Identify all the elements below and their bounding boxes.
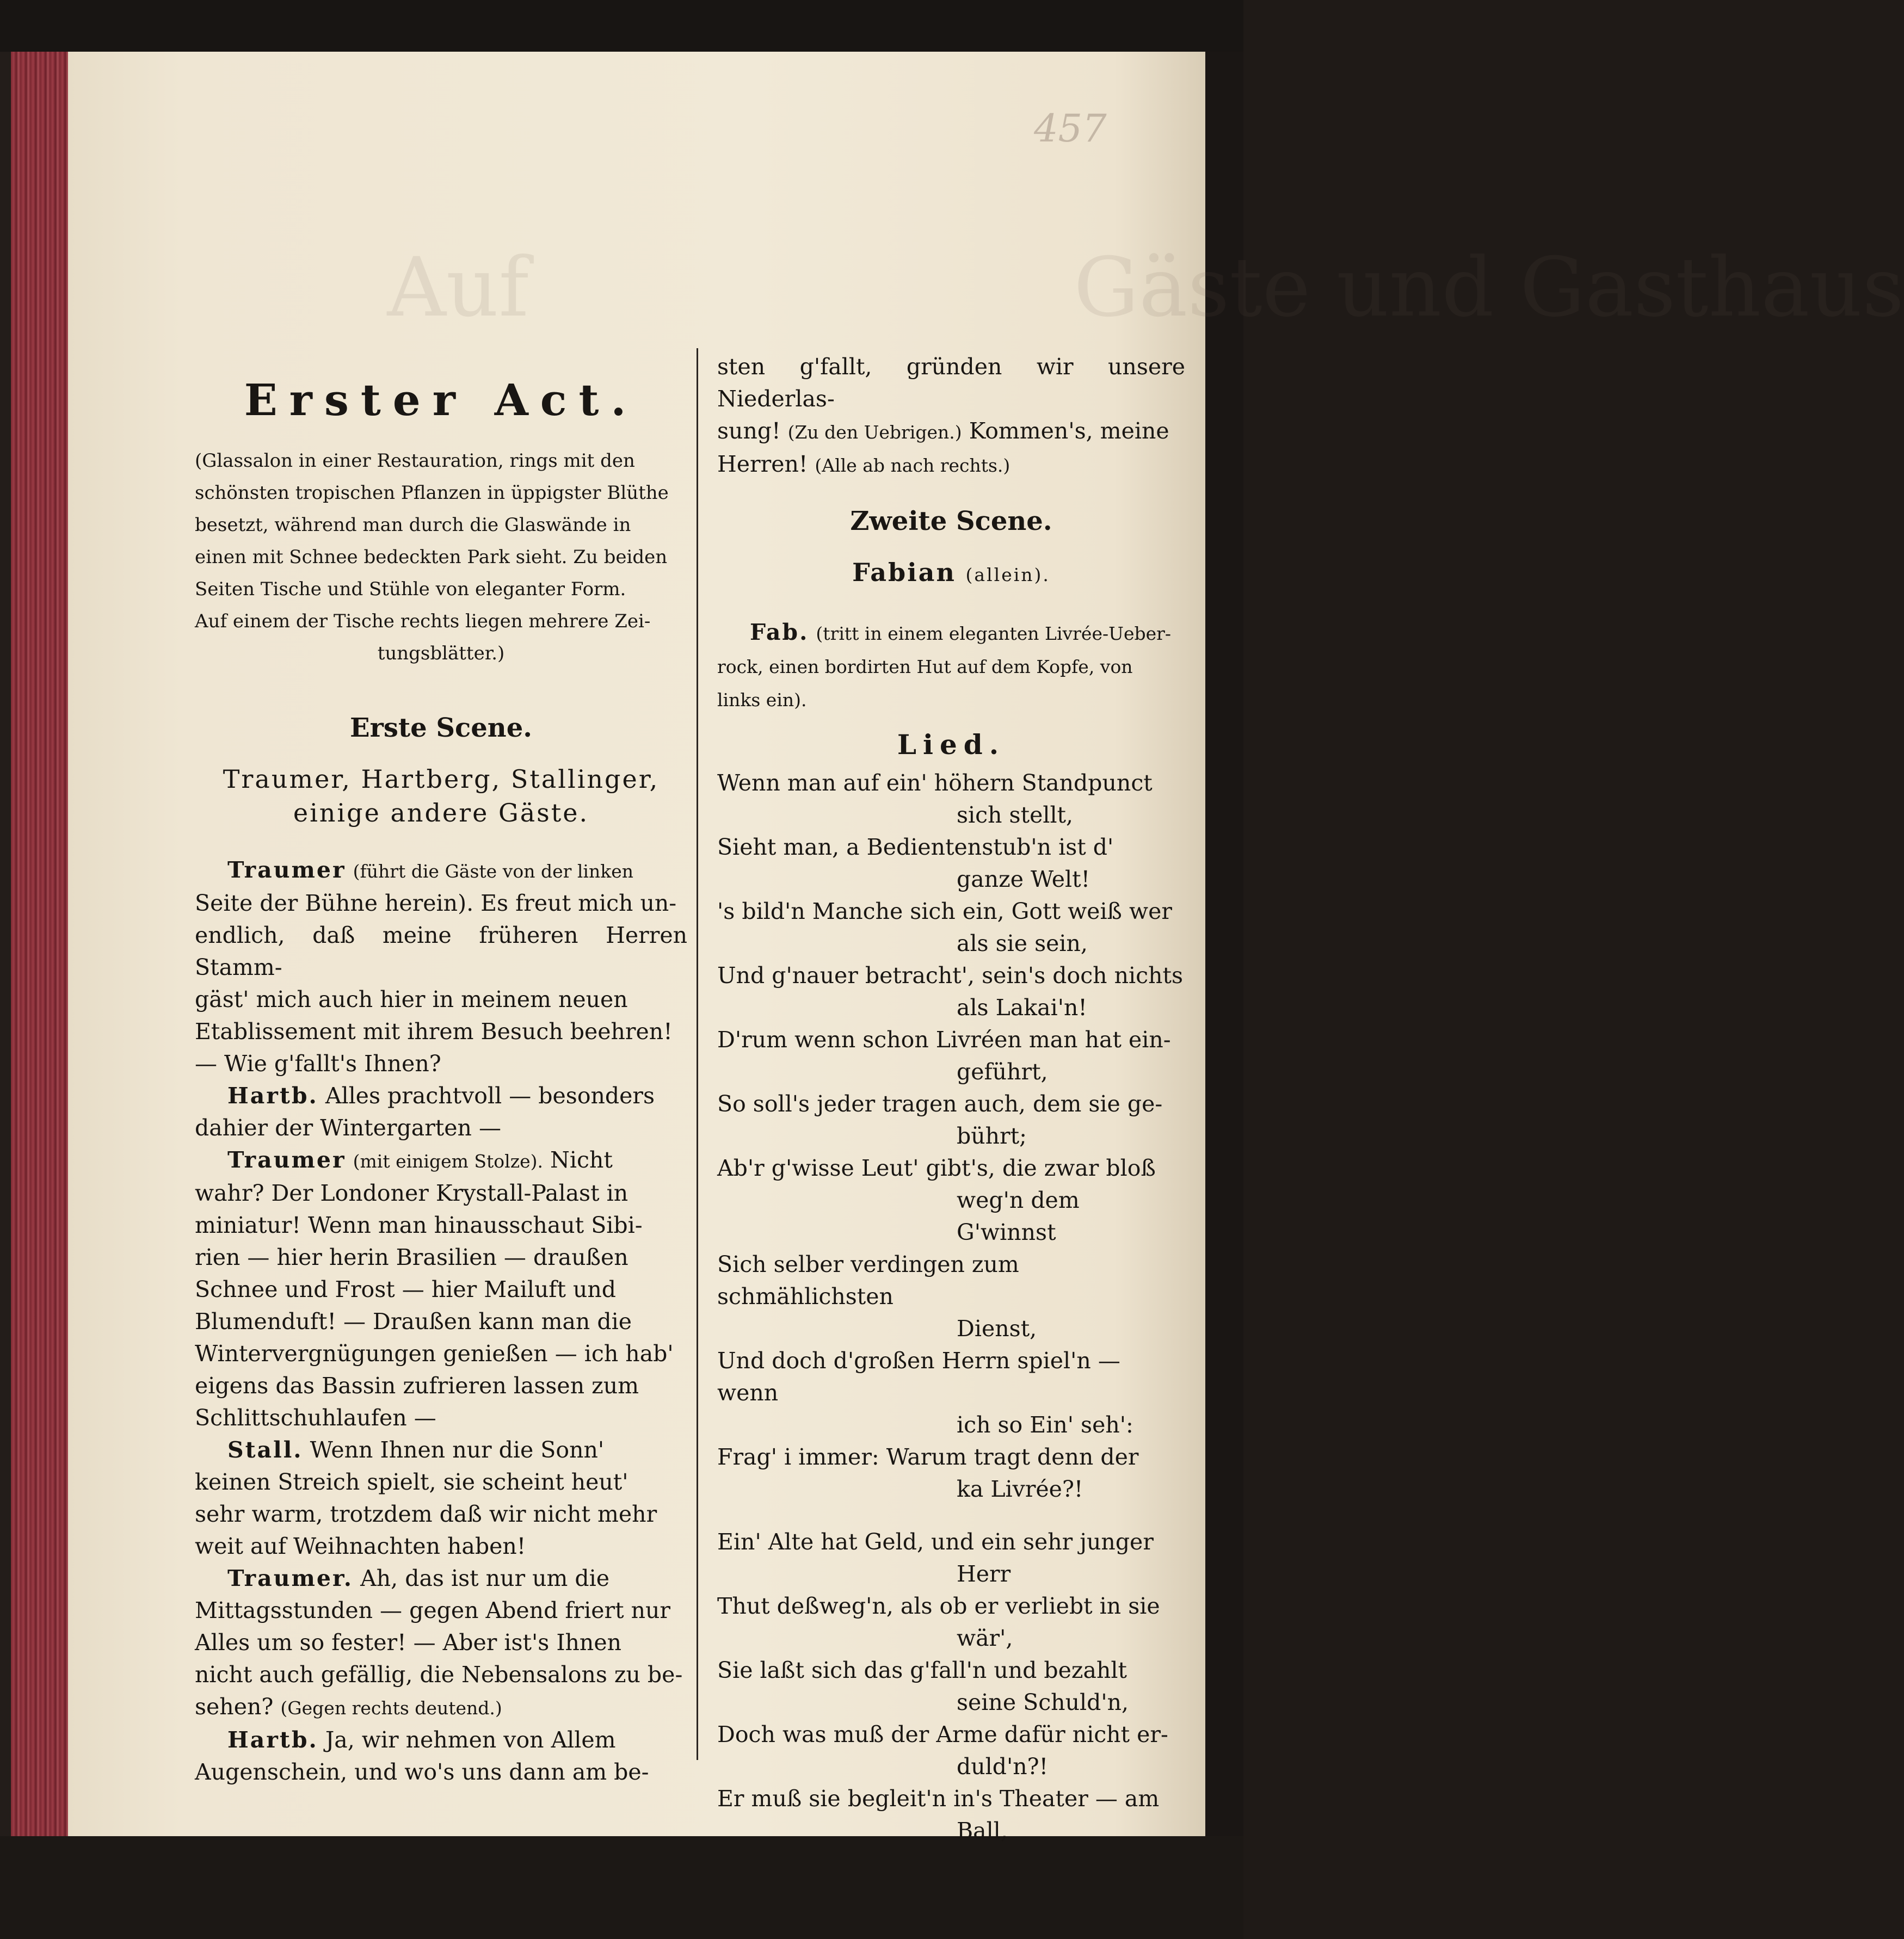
- speech-line: Augenschein, und wo's uns dann am be-: [195, 1759, 649, 1785]
- verse-line-cont: ganze Welt!: [957, 866, 1090, 892]
- speech-line: sehr warm, trotzdem daß wir nicht mehr: [195, 1501, 657, 1527]
- speech-line: gäst' mich auch hier in meinem neuen: [195, 986, 628, 1012]
- verse-line: Wenn man auf ein' höhern Standpunct: [717, 770, 1153, 796]
- speech-line: sung!: [717, 418, 781, 444]
- verse-line: Und doch d'großen Herrn spiel'n — wenn: [717, 1348, 1120, 1406]
- stage-direction: (Zu den Uebrigen.): [787, 422, 962, 443]
- verse-line: Er muß sie begleit'n in's Theater — am: [717, 1786, 1160, 1812]
- verse-line-cont: seine Schuld'n,: [957, 1689, 1129, 1715]
- verse-line-cont: als sie sein,: [957, 930, 1088, 956]
- cast-name: Fabian: [852, 558, 956, 587]
- stage-line: schönsten tropischen Pflanzen in üppigster Blüthe: [195, 482, 669, 504]
- cast-line: Traumer, Hartberg, Stallinger,: [223, 764, 660, 794]
- speech-traumer-2: [195, 1144, 687, 1434]
- verse-line: 's bild'n Manche sich ein, Gott weiß wer: [717, 898, 1172, 924]
- stage-direction: rock, einen bordirten Hut auf dem Kopfe, von: [717, 656, 1133, 677]
- fabian-entrance: [717, 616, 1185, 716]
- speaker-name: Hartb.: [227, 1727, 318, 1753]
- speech-line: weit auf Weihnachten haben!: [195, 1533, 526, 1559]
- verse-line: So soll's jeder tragen auch, dem sie ge-: [717, 1091, 1163, 1117]
- stage-direction: (allein).: [965, 564, 1050, 585]
- scene-title-second: Zweite Scene.: [850, 506, 1052, 536]
- speaker-name: Stall.: [227, 1437, 303, 1463]
- speech-line: eigens das Bassin zufrieren lassen zum: [195, 1373, 639, 1399]
- stage-line: einen mit Schnee bedeckten Park sieht. Zu beiden: [195, 546, 668, 568]
- book-page-edges: [11, 52, 70, 1836]
- speech-line: sehen?: [195, 1694, 274, 1720]
- stage-direction: (führt die Gäste von der linken: [353, 861, 634, 882]
- stage-line: besetzt, während man durch die Glaswände in: [195, 514, 631, 536]
- speech-line: Alles um so fester! — Aber ist's Ihnen: [195, 1629, 622, 1656]
- speaker-name: Traumer: [227, 857, 346, 883]
- speech-line: — Wie g'fallt's Ihnen?: [195, 1051, 441, 1077]
- speech-line: Kommen's, meine: [969, 418, 1169, 444]
- speech-line: Wintervergnügungen genießen — ich hab': [195, 1341, 674, 1367]
- stage-direction: (tritt in einem eleganten Livrée-Ueber-: [816, 623, 1172, 644]
- verse-line-cont: Herr: [957, 1561, 1011, 1587]
- right-column: [717, 351, 1185, 1847]
- song-verse-1: [717, 767, 1185, 1505]
- stage-direction: (mit einigem Stolze).: [353, 1151, 543, 1172]
- speech-traumer-1: [195, 854, 687, 1080]
- act-title: Erster Act.: [244, 374, 638, 425]
- speech-hartberg-2: [195, 1724, 687, 1788]
- stage-line: (Glassalon in einer Restauration, rings mit den: [195, 450, 635, 472]
- speech-line: wahr? Der Londoner Krystall-Palast in: [195, 1180, 628, 1206]
- speech-line: Mittagsstunden — gegen Abend friert nur: [195, 1597, 671, 1623]
- bottom-shadow: [0, 1836, 1243, 1939]
- speech-line: Etablissement mit ihrem Besuch beehren!: [195, 1018, 673, 1045]
- speaker-name: Traumer: [227, 1147, 346, 1173]
- speech-line: endlich, daß meine früheren Herren Stamm-: [195, 922, 687, 980]
- speech-line: Blumenduft! — Draußen kann man die: [195, 1308, 632, 1335]
- scene-title-first: Erste Scene.: [350, 713, 532, 743]
- verse-line-cont: duld'n?!: [957, 1753, 1049, 1780]
- speech-line: rien — hier herin Brasilien — draußen: [195, 1244, 628, 1270]
- column-divider: [697, 348, 698, 1760]
- speech-hartberg-cont: [717, 351, 1185, 481]
- speech-line: Nicht: [550, 1147, 613, 1173]
- speech-line: Schlittschuhlaufen —: [195, 1405, 436, 1431]
- speech-line: Herren!: [717, 451, 808, 477]
- right-shadow: [1205, 52, 1243, 1939]
- speech-line: keinen Streich spielt, sie scheint heut': [195, 1469, 628, 1495]
- speech-line: nicht auch gefällig, die Nebensalons zu be-: [195, 1662, 683, 1688]
- verse-line-cont: weg'n dem G'winnst: [957, 1187, 1080, 1245]
- left-column: [195, 351, 687, 1788]
- cast-list-second: [717, 555, 1185, 592]
- verse-line: Sie laßt sich das g'fall'n und bezahlt: [717, 1657, 1127, 1683]
- speech-line: Alles prachtvoll — besonders: [325, 1083, 655, 1109]
- verse-line: Sich selber verdingen zum schmählichsten: [717, 1251, 1019, 1310]
- speech-line: Schnee und Frost — hier Mailuft und: [195, 1276, 617, 1302]
- verse-line-cont: Dienst,: [957, 1316, 1037, 1342]
- cast-line: einige andere Gäste.: [293, 798, 589, 828]
- stage-line-end: tungsblätter.): [377, 643, 505, 664]
- speech-stallinger-1: [195, 1434, 687, 1563]
- speech-line: sten g'fallt, gründen wir unsere Niederlas-: [717, 354, 1185, 412]
- speech-line: Seite der Bühne herein). Es freut mich un-: [195, 890, 677, 916]
- song-verse-2: [717, 1526, 1185, 1847]
- verse-line-cont: als Lakai'n!: [957, 995, 1087, 1021]
- verse-line: D'rum wenn schon Livréen man hat ein-: [717, 1027, 1171, 1053]
- cast-list: [195, 762, 687, 830]
- verse-line: Ab'r g'wisse Leut' gibt's, die zwar bloß: [717, 1155, 1156, 1181]
- stage-line: Seiten Tische und Stühle von eleganter Form.: [195, 578, 626, 600]
- verse-line-cont: sich stellt,: [957, 802, 1074, 828]
- verse-line-cont: ich so Ein' seh':: [957, 1412, 1133, 1438]
- verse-line-cont: Ball,: [957, 1818, 1008, 1844]
- speech-line: Ah, das ist nur um die: [360, 1565, 610, 1591]
- verse-line: Sieht man, a Bedientenstub'n ist d': [717, 834, 1114, 860]
- speech-line: Wenn Ihnen nur die Sonn': [310, 1437, 605, 1463]
- verse-line-cont: bührt;: [957, 1123, 1027, 1149]
- speech-line: Ja, wir nehmen von Allem: [325, 1727, 616, 1753]
- top-shadow: [0, 0, 1243, 52]
- stage-direction: (Gegen rechts deutend.): [280, 1697, 502, 1719]
- speech-hartberg-1: [195, 1080, 687, 1144]
- speaker-name: Hartb.: [227, 1083, 318, 1109]
- stage-direction: links ein).: [717, 689, 807, 711]
- verse-line-cont: wär',: [957, 1625, 1013, 1651]
- speaker-name: Fab.: [750, 619, 809, 645]
- verse-line: Doch was muß der Arme dafür nicht er-: [717, 1721, 1168, 1747]
- speech-traumer-3: [195, 1563, 687, 1724]
- verse-line-cont: ka Livrée?!: [957, 1476, 1083, 1502]
- verse-line: Und g'nauer betracht', sein's doch nichts: [717, 962, 1184, 989]
- pencil-page-number: 457: [1034, 106, 1107, 151]
- bleed-through-texture: und Gasthaus: [1336, 240, 1904, 335]
- stage-line: Auf einem der Tische rechts liegen mehrere Zei-: [195, 610, 651, 632]
- verse-line-cont: geführt,: [957, 1059, 1048, 1085]
- speech-line: miniatur! Wenn man hinausschaut Sibi-: [195, 1212, 643, 1238]
- speech-line: dahier der Wintergarten —: [195, 1115, 501, 1141]
- speaker-name: Traumer.: [227, 1565, 354, 1591]
- verse-line: Ein' Alte hat Geld, und ein sehr junger: [717, 1529, 1154, 1555]
- verse-line: Thut deßweg'n, als ob er verliebt in sie: [717, 1593, 1160, 1619]
- stage-direction: (Alle ab nach rechts.): [815, 455, 1010, 476]
- opening-stage-direction: [195, 445, 687, 638]
- song-title: Lied.: [897, 728, 1006, 761]
- verse-line: Frag' i immer: Warum tragt denn der: [717, 1444, 1139, 1470]
